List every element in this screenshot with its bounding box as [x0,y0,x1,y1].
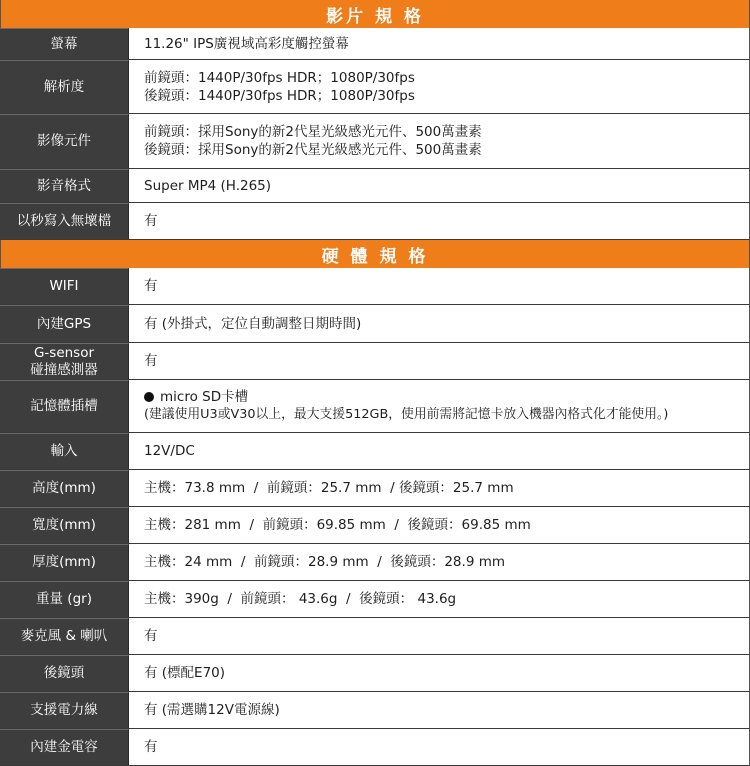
spec-row-supercapacitor [0,729,750,766]
value-line: 有 [144,278,158,294]
row-label: 重量 (gr) [0,581,129,617]
spec-row-wifi [0,268,750,305]
value-line: 前鏡頭：採用Sony的新2代星光級感光元件、500萬畫素 [144,124,482,140]
row-value [129,305,750,342]
value-line: 有 (標配E70) [144,665,226,681]
value-line: 主機：390g / 前鏡頭： 43.6g / 後鏡頭： 43.6g [144,591,457,607]
value-line: Super MP4 (H.265) [144,177,272,194]
spec-row-write-protect [0,203,750,240]
spec-row-screen [0,28,750,60]
row-label: WIFI [0,268,129,304]
value-line: 主機：73.8 mm / 前鏡頭：25.7 mm / 後鏡頭：25.7 mm [144,480,514,496]
row-value [129,60,750,113]
row-label: 內建金電容 [0,729,129,765]
row-label: 高度(mm) [0,470,129,506]
row-label: 支援電力線 [0,692,129,728]
section-header-hardware: 硬 體 規 格 [0,240,750,268]
spec-row-width [0,507,750,544]
spec-row-weight [0,581,750,618]
value-line: 後鏡頭：1440P/30fps HDR；1080P/30fps [144,87,415,104]
value-line: 12V/DC [144,443,195,459]
row-value [129,692,750,728]
row-label: 後鏡頭 [0,655,129,691]
value-line: 11.26" IPS廣視域高彩度觸控螢幕 [144,35,349,52]
row-value [129,169,750,202]
row-value [129,203,750,239]
row-label: 影像元件 [0,114,129,168]
section-header-video: 影片 規 格 [0,0,750,28]
spec-row-gps [0,305,750,343]
row-label: 解析度 [0,60,129,113]
label-line: G-sensor [33,344,95,361]
value-line: 有 [144,213,158,229]
row-label: 麥克風 & 喇叭 [0,618,129,654]
row-value [129,544,750,580]
value-text: micro SD卡槽 [160,389,249,405]
row-value [129,268,750,304]
row-value [129,28,750,59]
row-label [0,343,129,379]
spec-row-height [0,470,750,507]
spec-row-mic-speaker [0,618,750,655]
row-value [129,581,750,617]
value-line: 主機：24 mm / 前鏡頭：28.9 mm / 後鏡頭：28.9 mm [144,554,505,570]
row-value [129,729,750,765]
row-label: 內建GPS [0,305,129,342]
spec-row-rear-camera [0,655,750,692]
spec-row-thickness [0,544,750,581]
row-value [129,114,750,168]
row-value [129,655,750,691]
row-value [129,380,750,432]
row-label: 記憶體插槽 [0,380,129,432]
row-value [129,507,750,543]
row-value [129,433,750,469]
row-value [129,470,750,506]
row-value [129,343,750,379]
row-label: 以秒寫入無壞檔 [0,203,129,239]
row-label: 厚度(mm) [0,544,129,580]
spec-row-sensor [0,114,750,169]
spec-row-format [0,169,750,203]
value-line: (建議使用U3或V30以上，最大支援512GB，使用前需將記憶卡放入機器內格式化才能使用。) [144,407,669,422]
value-line: 後鏡頭：採用Sony的新2代星光級感光元件、500萬畫素 [144,142,482,158]
spec-row-memory-slot [0,380,750,433]
spec-row-power-cable [0,692,750,729]
value-line [144,388,749,406]
value-line: 有 (需選購12V電源線) [144,702,280,718]
value-line: 有 [144,739,158,755]
row-label: 螢幕 [0,28,129,59]
spec-row-resolution [0,60,750,114]
value-line: 有 [144,628,158,644]
value-line: 主機：281 mm / 前鏡頭：69.85 mm / 後鏡頭：69.85 mm [144,517,531,533]
row-label: 輸入 [0,433,129,469]
bullet-icon [144,392,154,402]
spec-row-input [0,433,750,470]
value-line: 有 (外掛式，定位自動調整日期時間) [144,315,362,332]
label-line: 碰撞感測器 [30,361,98,378]
row-label: 影音格式 [0,169,129,202]
row-value [129,618,750,654]
spec-row-gsensor [0,343,750,380]
value-line: 前鏡頭：1440P/30fps HDR；1080P/30fps [144,69,415,86]
row-label: 寬度(mm) [0,507,129,543]
value-line: 有 [144,353,158,369]
